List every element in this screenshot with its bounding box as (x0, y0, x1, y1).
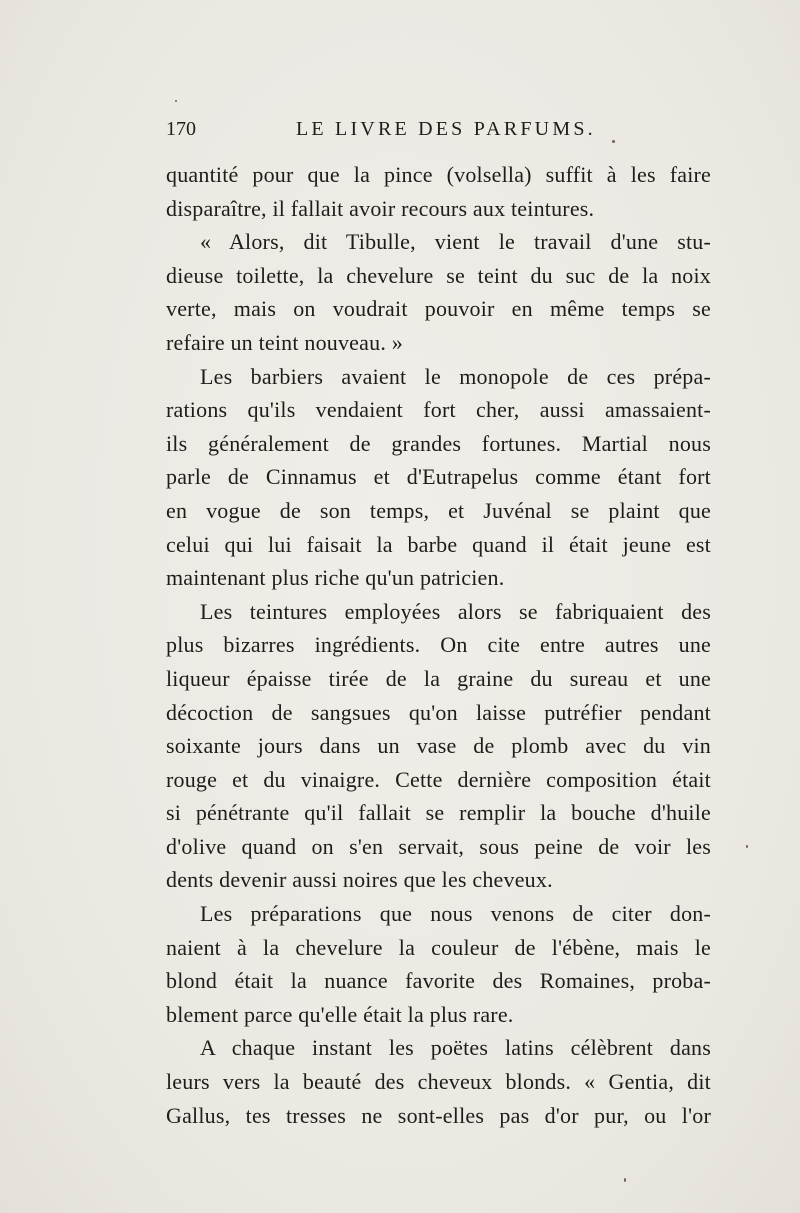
text-line: refaire un teint nouveau. » (166, 329, 403, 355)
text-line: A chaque instant les poëtes latins célèbrent dans (200, 1035, 711, 1061)
text-line: décoction de sangsues qu'on laisse putréfier pendant (166, 699, 711, 725)
paper-speck (624, 1178, 626, 1182)
paper-speck (746, 845, 748, 848)
text-line: maintenant plus riche qu'un patricien. (166, 565, 505, 591)
text-line: « Alors, dit Tibulle, vient le travail d'une stu- (200, 229, 711, 255)
text-line: rations qu'ils vendaient fort cher, aussi amassaient- (166, 397, 711, 423)
text-line: ils généralement de grandes fortunes. Martial nous (166, 430, 711, 456)
text-line: quantité pour que la pince (volsella) suffit à les faire (166, 162, 711, 187)
text-line: Gallus, tes tresses ne sont-elles pas d'or pur, ou l'or (166, 1102, 711, 1128)
body-text (166, 158, 711, 1132)
text-line: plus bizarres ingrédients. On cite entre autres une (166, 632, 711, 658)
text-line: dents devenir aussi noires que les cheveux. (166, 867, 553, 893)
text-line: liqueur épaisse tirée de la graine du sureau et une (166, 665, 711, 691)
text-line: en vogue de son temps, et Juvénal se plaint que (166, 497, 711, 523)
text-line: celui qui lui faisait la barbe quand il était jeune est (166, 531, 711, 557)
running-head (166, 118, 711, 148)
text-line: si pénétrante qu'il fallait se remplir la bouche d'huile (166, 800, 711, 826)
text-line: d'olive quand on s'en servait, sous peine de voir les (166, 833, 711, 859)
text-line: naient à la chevelure la couleur de l'ébène, mais le (166, 934, 711, 960)
text-line: leurs vers la beauté des cheveux blonds. « Gentia, dit (166, 1069, 711, 1095)
text-line: disparaître, il fallait avoir recours aux teintures. (166, 195, 595, 221)
text-line: soixante jours dans un vase de plomb avec du vin (166, 733, 711, 759)
running-title: LE LIVRE DES PARFUMS. (296, 118, 596, 140)
text-line: dieuse toilette, la chevelure se teint du suc de la noix (166, 262, 711, 288)
paper-speck (175, 100, 177, 102)
text-line: rouge et du vinaigre. Cette dernière composition était (166, 766, 711, 792)
text-line: Les préparations que nous venons de citer don- (200, 901, 711, 927)
text-line: verte, mais on voudrait pouvoir en même temps se (166, 296, 711, 322)
text-line: blond était la nuance favorite des Romaines, proba- (166, 968, 711, 994)
page-number: 170 (166, 118, 196, 140)
text-line: blement parce qu'elle était la plus rare. (166, 1001, 514, 1027)
paper-speck (612, 140, 615, 143)
text-line: Les teintures employées alors se fabriquaient des (200, 598, 711, 624)
text-line: Les barbiers avaient le monopole de ces prépa- (200, 363, 711, 389)
text-line: parle de Cinnamus et d'Eutrapelus comme étant fort (166, 464, 711, 490)
